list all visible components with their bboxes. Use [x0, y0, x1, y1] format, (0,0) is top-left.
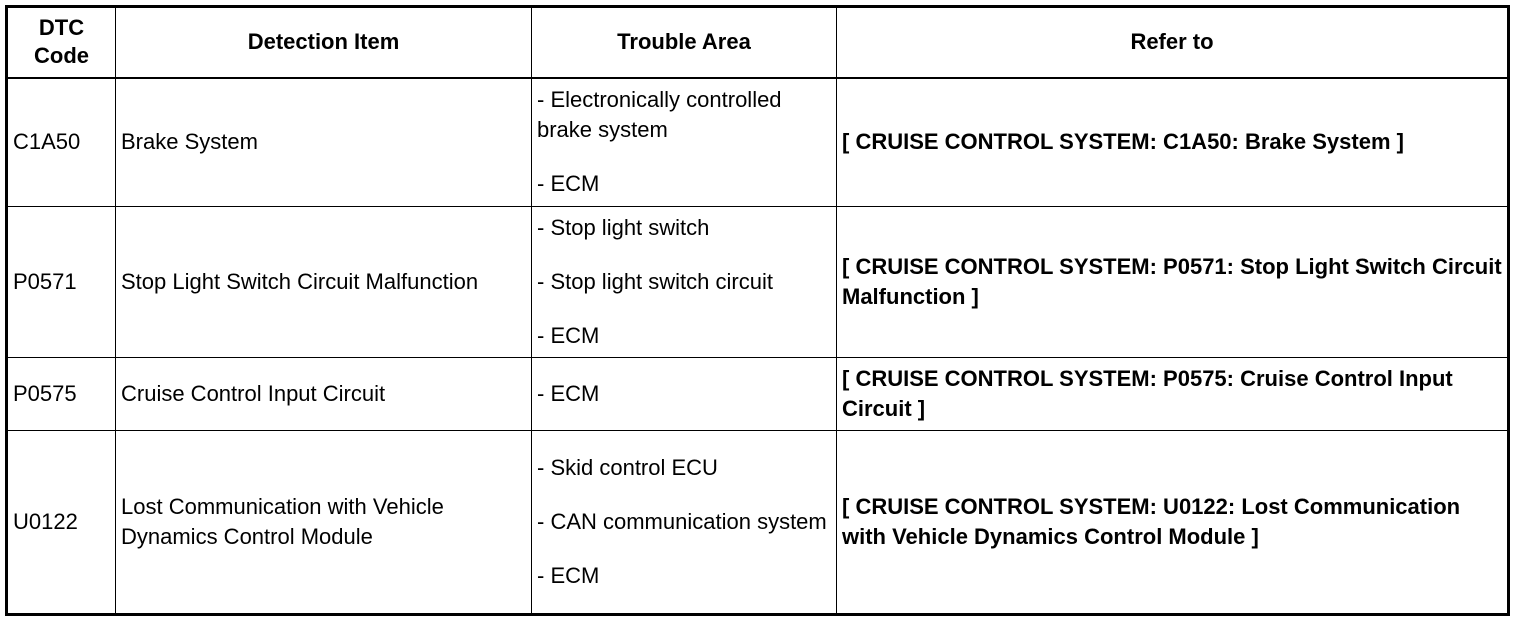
refer-to-cell: [ CRUISE CONTROL SYSTEM: P0575: Cruise Control Input Circuit ] [837, 358, 1509, 431]
trouble-area-cell [532, 207, 837, 358]
header-trouble-area: Trouble Area [532, 7, 837, 78]
trouble-area-line: - CAN communication system [537, 509, 827, 534]
dtc-code-cell: U0122 [7, 431, 116, 615]
detection-item-cell: Lost Communication with Vehicle Dynamics Control Module [116, 431, 532, 615]
table-row [7, 207, 1509, 358]
dtc-code-cell: C1A50 [7, 78, 116, 207]
trouble-area-cell [532, 78, 837, 207]
trouble-area-line: - Stop light switch [537, 215, 710, 240]
trouble-area-line: - ECM [537, 563, 600, 588]
trouble-area-line: - ECM [537, 381, 600, 406]
detection-item-cell: Brake System [116, 78, 532, 207]
table-header-row [7, 7, 1509, 78]
trouble-area-cell [532, 431, 837, 615]
dtc-table [5, 5, 1510, 616]
trouble-area-line: - ECM [537, 323, 600, 348]
header-refer-to: Refer to [837, 7, 1509, 78]
header-dtc-code [7, 7, 116, 78]
header-dtc-code-line2: Code [34, 43, 89, 69]
trouble-area-line: - Stop light switch circuit [537, 269, 773, 294]
header-detection-item: Detection Item [116, 7, 532, 78]
header-dtc-code-line1: DTC [38, 15, 85, 41]
trouble-area-line: - ECM [537, 171, 600, 197]
detection-item-cell: Cruise Control Input Circuit [116, 358, 532, 431]
detection-item-cell: Stop Light Switch Circuit Malfunction [116, 207, 532, 358]
trouble-area-cell [532, 358, 837, 431]
trouble-area-line: - Skid control ECU [537, 455, 718, 480]
dtc-code-cell: P0575 [7, 358, 116, 431]
table-row [7, 431, 1509, 615]
table-row [7, 78, 1509, 207]
table-row [7, 358, 1509, 431]
trouble-area-line: - Electronically controlled brake system [537, 87, 782, 143]
refer-to-cell: [ CRUISE CONTROL SYSTEM: C1A50: Brake System ] [837, 78, 1509, 207]
refer-to-cell: [ CRUISE CONTROL SYSTEM: P0571: Stop Light Switch Circuit Malfunction ] [837, 207, 1509, 358]
refer-to-cell: [ CRUISE CONTROL SYSTEM: U0122: Lost Communication with Vehicle Dynamics Control Module ] [837, 431, 1509, 615]
dtc-code-cell: P0571 [7, 207, 116, 358]
